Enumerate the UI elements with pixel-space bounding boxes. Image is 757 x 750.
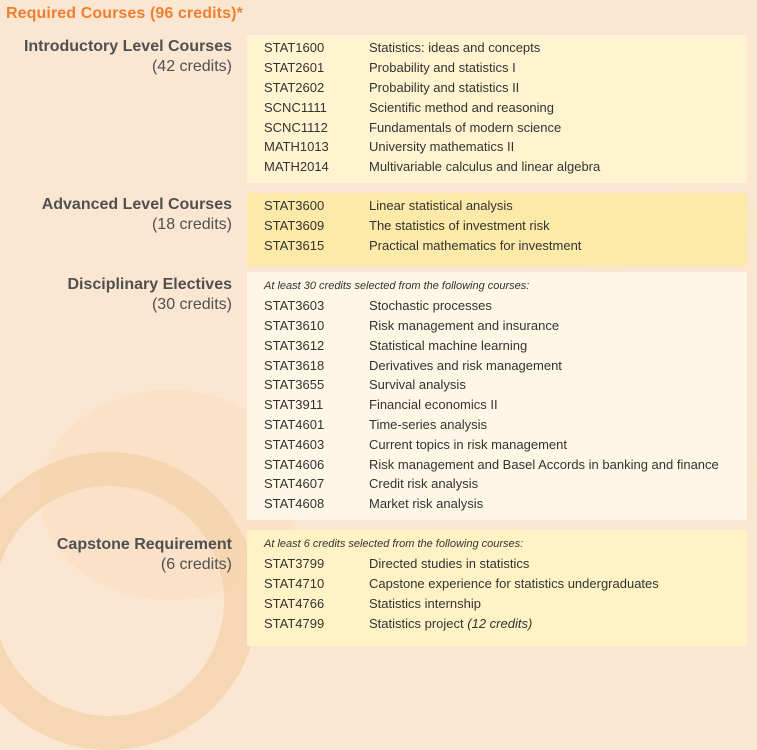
course-row	[247, 58, 747, 78]
course-row	[247, 474, 747, 494]
course-row	[247, 454, 747, 474]
course-code: STAT4608	[264, 496, 325, 512]
course-row	[247, 236, 747, 256]
course-name: Statistics: ideas and concepts	[369, 40, 541, 56]
course-row	[247, 574, 747, 594]
course-name: Scientific method and reasoning	[369, 99, 555, 115]
course-name: Risk management and insurance	[369, 317, 560, 333]
section-credits: (42 credits)	[151, 58, 232, 75]
course-panel	[247, 35, 747, 183]
course-name: Capstone experience for statistics undergraduates	[369, 575, 659, 591]
section-heading	[0, 535, 232, 575]
course-name: Statistics internship	[369, 595, 481, 611]
course-code: STAT2602	[264, 79, 325, 95]
selection-note: At least 30 credits selected from the following courses:	[264, 279, 530, 292]
course-name: Practical mathematics for investment	[369, 237, 582, 253]
course-row	[247, 415, 747, 435]
page-title: Required Courses (96 credits)*	[6, 5, 243, 22]
course-row	[247, 316, 747, 336]
course-code: STAT3609	[264, 218, 325, 234]
course-code: STAT3655	[264, 377, 325, 393]
course-code: STAT4601	[264, 416, 325, 432]
section-credits: (18 credits)	[151, 216, 232, 233]
course-code: STAT3911	[264, 397, 324, 413]
section-heading	[0, 37, 232, 77]
course-code: MATH1013	[264, 139, 329, 155]
course-panel	[247, 530, 747, 646]
course-code: STAT3610	[264, 317, 325, 333]
section-title: Introductory Level Courses	[23, 38, 232, 55]
course-name: Financial economics II	[369, 397, 498, 413]
section-credits: (30 credits)	[151, 296, 232, 313]
course-name: Probability and statistics II	[369, 79, 520, 95]
course-row	[247, 613, 747, 633]
course-name: Stochastic processes	[369, 298, 492, 314]
course-row	[247, 355, 747, 375]
course-code: STAT4606	[264, 456, 325, 472]
course-name: Time-series analysis	[369, 416, 487, 432]
course-code: STAT2601	[264, 60, 325, 76]
course-row	[247, 117, 747, 137]
course-name: Linear statistical analysis	[369, 198, 513, 214]
course-code: MATH2014	[264, 159, 329, 175]
credit-note: (12 credits)	[467, 615, 533, 631]
course-name: University mathematics II	[369, 139, 515, 155]
course-row	[247, 335, 747, 355]
course-panel	[247, 272, 747, 520]
course-code: STAT4766	[264, 595, 325, 611]
course-row	[247, 157, 747, 177]
course-row	[247, 216, 747, 236]
course-row	[247, 494, 747, 514]
course-code: STAT4603	[264, 436, 325, 452]
course-panel	[247, 193, 747, 266]
course-name: Market risk analysis	[369, 496, 484, 512]
course-name: Multivariable calculus and linear algebra	[369, 159, 601, 175]
course-code: STAT3603	[264, 298, 325, 314]
course-name: Derivatives and risk management	[369, 357, 562, 373]
selection-note: At least 6 credits selected from the following courses:	[264, 537, 524, 550]
course-code: SCNC1111	[264, 99, 327, 115]
course-code: STAT4607	[264, 476, 325, 492]
course-row	[247, 38, 747, 58]
course-row	[247, 554, 747, 574]
course-name: Credit risk analysis	[369, 476, 479, 492]
course-code: STAT4710	[264, 575, 325, 591]
course-row	[247, 375, 747, 395]
course-row	[247, 593, 747, 613]
section-title: Disciplinary Electives	[67, 276, 232, 293]
course-code: STAT3600	[264, 198, 325, 214]
section-heading	[0, 275, 232, 315]
course-code: STAT3618	[264, 357, 325, 373]
course-title: Statistics project	[369, 615, 464, 631]
course-row	[247, 196, 747, 216]
section-title: Capstone Requirement	[56, 536, 232, 553]
course-code: STAT3799	[264, 556, 325, 572]
course-code: STAT1600	[264, 40, 325, 56]
course-row	[247, 296, 747, 316]
course-name: The statistics of investment risk	[369, 218, 550, 234]
course-name: Survival analysis	[369, 377, 466, 393]
course-row	[247, 434, 747, 454]
section-title: Advanced Level Courses	[41, 196, 232, 213]
course-name: Fundamentals of modern science	[369, 119, 562, 135]
course-name: Probability and statistics I	[369, 60, 516, 76]
course-name	[369, 616, 747, 631]
section-credits: (6 credits)	[160, 556, 232, 573]
course-name: Current topics in risk management	[369, 436, 567, 452]
background-logo-circle	[0, 452, 258, 750]
course-code: STAT4799	[264, 615, 325, 631]
course-row	[247, 97, 747, 117]
section-heading	[0, 195, 232, 235]
course-name: Statistical machine learning	[369, 337, 528, 353]
course-code: STAT3612	[264, 337, 325, 353]
course-row	[247, 137, 747, 157]
course-row	[247, 78, 747, 98]
course-row	[247, 395, 747, 415]
course-name: Risk management and Basel Accords in banking and finance	[369, 456, 719, 472]
course-code: SCNC1112	[264, 119, 328, 135]
course-code: STAT3615	[264, 237, 325, 253]
course-name: Directed studies in statistics	[369, 556, 530, 572]
